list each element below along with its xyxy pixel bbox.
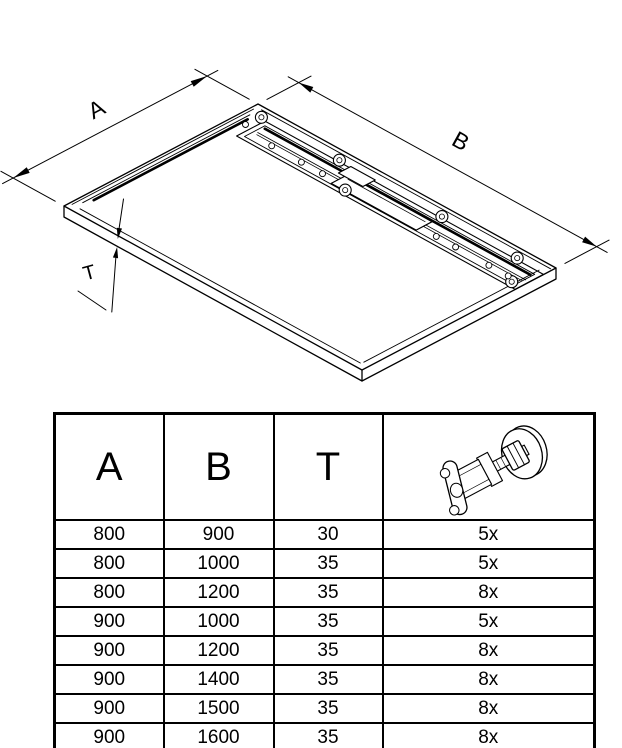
cell-b: 1000 xyxy=(164,549,274,578)
cell-t: 30 xyxy=(274,520,383,549)
cell-b: 1400 xyxy=(164,665,274,694)
col-header-b: B xyxy=(164,414,274,521)
dim-a-arrow-lower xyxy=(13,167,30,178)
cell-t: 35 xyxy=(274,694,383,723)
table-row xyxy=(55,549,595,578)
table-row xyxy=(55,520,595,549)
cell-a: 900 xyxy=(55,694,164,723)
dim-b-arrow-left xyxy=(299,83,314,93)
cell-b: 1500 xyxy=(164,694,274,723)
cell-t: 35 xyxy=(274,578,383,607)
col-header-qty xyxy=(383,414,595,521)
cell-t: 35 xyxy=(274,723,383,748)
table-row xyxy=(55,694,595,723)
cell-a: 900 xyxy=(55,636,164,665)
cell-qty: 5x xyxy=(383,549,595,578)
cell-t: 35 xyxy=(274,665,383,694)
cell-qty: 8x xyxy=(383,694,595,723)
tray-top-face xyxy=(64,104,556,370)
dim-t-arrow-lower xyxy=(113,247,118,258)
table-row xyxy=(55,578,595,607)
table-row xyxy=(55,607,595,636)
cell-t: 35 xyxy=(274,607,383,636)
cell-qty: 5x xyxy=(383,520,595,549)
dim-a-arrow-upper xyxy=(191,76,208,87)
cell-b: 1200 xyxy=(164,636,274,665)
cell-qty: 5x xyxy=(383,607,595,636)
dim-label-b: B xyxy=(447,125,474,157)
cell-t: 35 xyxy=(274,549,383,578)
tray-side-faces xyxy=(64,206,556,381)
cell-a: 800 xyxy=(55,578,164,607)
cell-a: 900 xyxy=(55,665,164,694)
dim-b-arrow-right xyxy=(582,237,597,247)
dimensions-table xyxy=(53,412,596,748)
cell-qty: 8x xyxy=(383,578,595,607)
cell-a: 800 xyxy=(55,520,164,549)
cell-qty: 8x xyxy=(383,636,595,665)
cell-qty: 8x xyxy=(383,723,595,748)
dim-label-a: A xyxy=(83,93,110,124)
dim-label-t: T xyxy=(80,260,99,286)
table-row xyxy=(55,636,595,665)
cell-qty: 8x xyxy=(383,665,595,694)
table-row xyxy=(55,665,595,694)
cell-a: 900 xyxy=(55,607,164,636)
dim-t xyxy=(78,199,124,312)
cell-a: 900 xyxy=(55,723,164,748)
cell-b: 1200 xyxy=(164,578,274,607)
col-header-a: A xyxy=(55,414,164,521)
cell-a: 800 xyxy=(55,549,164,578)
cell-b: 1600 xyxy=(164,723,274,748)
cell-b: 900 xyxy=(164,520,274,549)
cell-b: 1000 xyxy=(164,607,274,636)
table-header-row xyxy=(55,414,595,521)
table-row xyxy=(55,723,595,748)
col-header-t: T xyxy=(274,414,383,521)
adjustable-foot-icon xyxy=(388,417,588,517)
cell-t: 35 xyxy=(274,636,383,665)
